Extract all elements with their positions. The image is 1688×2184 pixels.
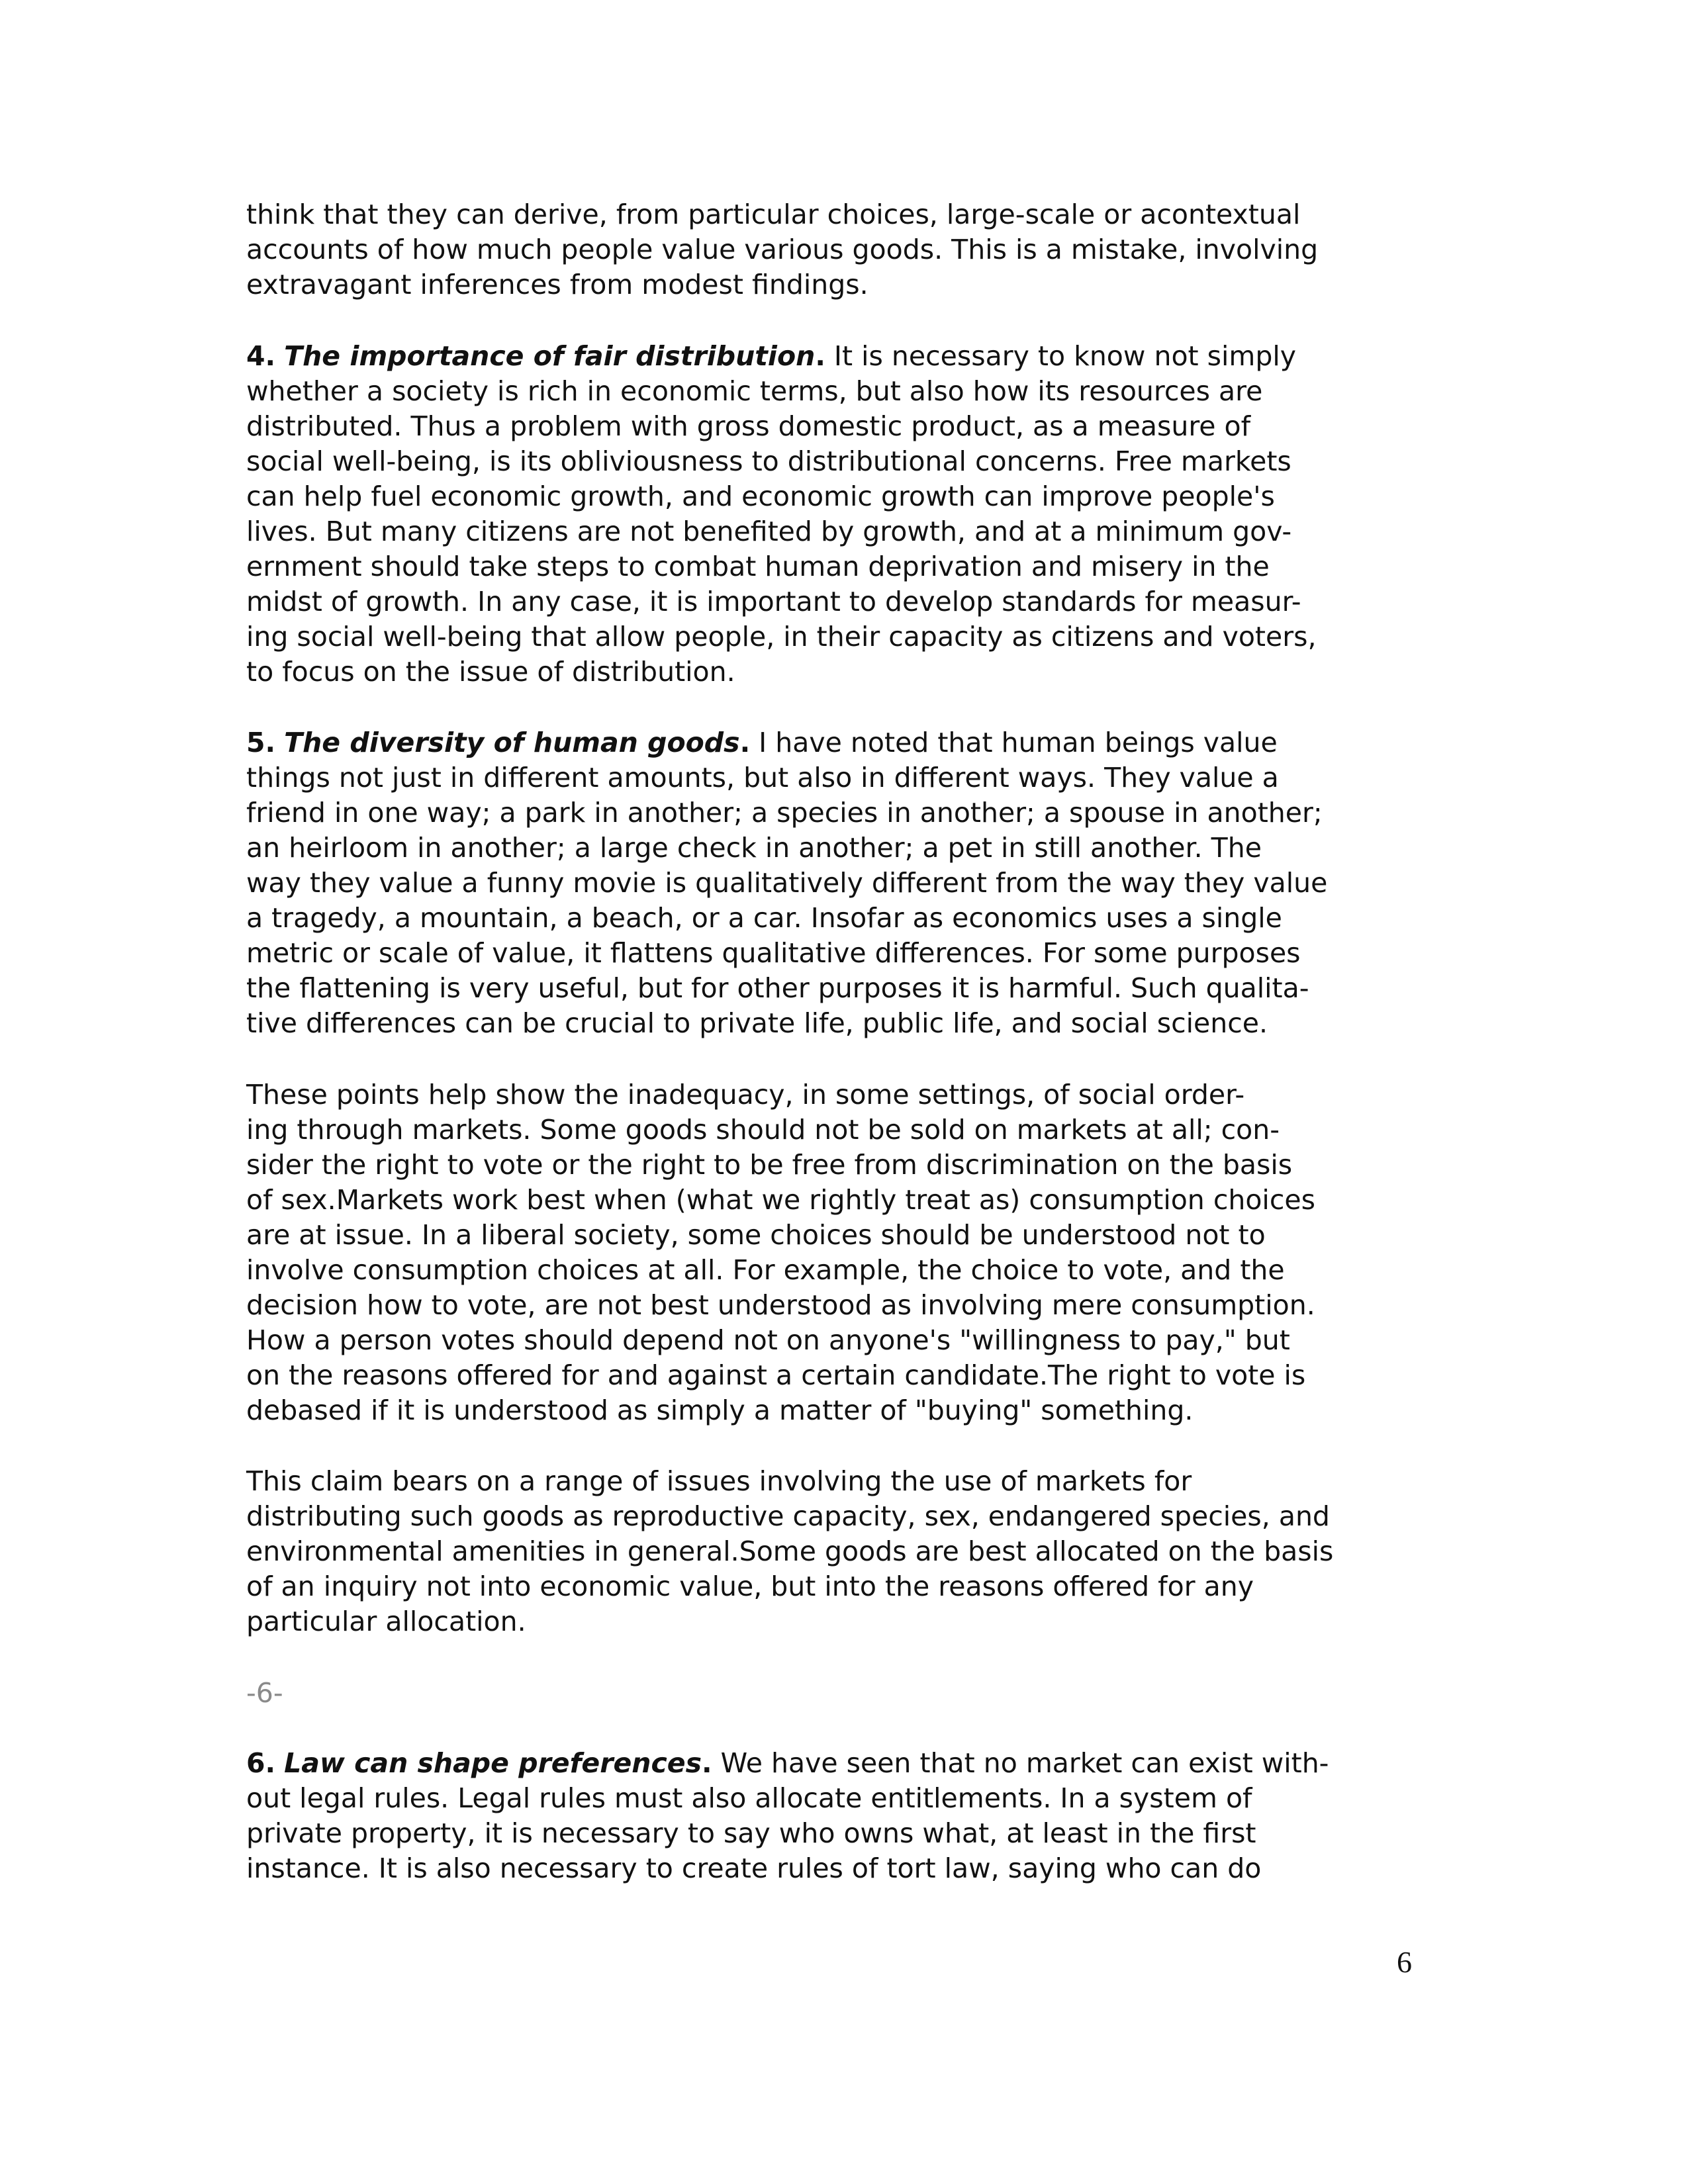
text-line: extravagant inferences from modest findings. xyxy=(246,269,868,300)
paragraph-fair-distribution xyxy=(246,339,1425,690)
text-line: a tragedy, a mountain, a beach, or a car. Insofar as economics uses a single xyxy=(246,902,1282,934)
text-line: friend in one way; a park in another; a species in another; a spouse in another; xyxy=(246,797,1323,829)
paragraph-heading-line xyxy=(246,1746,1425,1781)
section-marker: -6- xyxy=(246,1677,283,1709)
text-line: the flattening is very useful, but for other purposes it is harmful. Such qualita- xyxy=(246,972,1309,1004)
point-number: 6. xyxy=(246,1747,276,1779)
text-line: social well-being, is its obliviousness to distributional concerns. Free markets xyxy=(246,445,1291,477)
text-line: This claim bears on a range of issues involving the use of markets for xyxy=(246,1465,1192,1497)
text-line: sider the right to vote or the right to be free from discrimination on the basis xyxy=(246,1149,1293,1181)
text-line: involve consumption choices at all. For example, the choice to vote, and the xyxy=(246,1254,1285,1286)
text-line: accounts of how much people value various goods. This is a mistake, involving xyxy=(246,234,1319,265)
paragraph-claim-bears xyxy=(246,1464,1425,1639)
point-title: The importance of fair distribution xyxy=(284,340,816,372)
paragraph-heading-line xyxy=(246,725,1425,760)
page-number: 6 xyxy=(1397,1945,1412,1979)
text-line: ernment should take steps to combat human deprivation and misery in the xyxy=(246,551,1270,582)
text-line: things not just in different amounts, but also in different ways. They value a xyxy=(246,762,1279,794)
point-title: Law can shape preferences xyxy=(284,1747,702,1779)
text-line: distributed. Thus a problem with gross domestic product, as a measure of xyxy=(246,410,1251,442)
text-line: of an inquiry not into economic value, but into the reasons offered for any xyxy=(246,1570,1254,1602)
paragraph-market-inadequacy xyxy=(246,1077,1425,1428)
title-period: . xyxy=(739,727,751,758)
text-line: How a person votes should depend not on anyone's "willingness to pay," but xyxy=(246,1324,1290,1356)
text-line: These points help show the inadequacy, in some settings, of social order- xyxy=(246,1079,1245,1111)
point-number: 5. xyxy=(246,727,276,758)
text-line: to focus on the issue of distribution. xyxy=(246,656,735,688)
text-line: instance. It is also necessary to create rules of tort law, saying who can do xyxy=(246,1852,1262,1884)
text-run: I have noted that human beings value xyxy=(750,727,1278,758)
point-title: The diversity of human goods xyxy=(284,727,740,758)
text-line: out legal rules. Legal rules must also allocate entitlements. In a system of xyxy=(246,1782,1252,1814)
text-line: particular allocation. xyxy=(246,1606,526,1637)
text-line: of sex.Markets work best when (what we rightly treat as) consumption choices xyxy=(246,1184,1315,1216)
text-line: midst of growth. In any case, it is important to develop standards for measur- xyxy=(246,586,1301,617)
title-period: . xyxy=(701,1747,712,1779)
text-line: decision how to vote, are not best understood as involving mere consumption. xyxy=(246,1289,1315,1321)
point-number: 4. xyxy=(246,340,276,372)
text-line: metric or scale of value, it flattens qualitative differences. For some purposes xyxy=(246,937,1301,969)
paragraph-heading-line xyxy=(246,339,1425,374)
text-line: lives. But many citizens are not benefited by growth, and at a minimum gov- xyxy=(246,516,1292,547)
text-line: ing through markets. Some goods should not be sold on markets at all; con- xyxy=(246,1114,1280,1146)
text-run: It is necessary to know not simply xyxy=(825,340,1297,372)
text-line: can help fuel economic growth, and economic growth can improve people's xyxy=(246,480,1275,512)
text-line: are at issue. In a liberal society, some choices should be understood not to xyxy=(246,1219,1266,1251)
text-line: debased if it is understood as simply a matter of "buying" something. xyxy=(246,1394,1194,1426)
text-line: environmental amenities in general.Some goods are best allocated on the basis xyxy=(246,1535,1334,1567)
text-line: private property, it is necessary to say who owns what, at least in the first xyxy=(246,1817,1256,1849)
text-line: on the reasons offered for and against a certain candidate.The right to vote is xyxy=(246,1359,1306,1391)
text-line: distributing such goods as reproductive capacity, sex, endangered species, and xyxy=(246,1500,1330,1532)
text-run: We have seen that no market can exist with- xyxy=(712,1747,1329,1779)
text-line: tive differences can be crucial to private life, public life, and social science. xyxy=(246,1007,1268,1039)
text-line: way they value a funny movie is qualitatively different from the way they value xyxy=(246,867,1328,899)
text-line: ing social well-being that allow people, in their capacity as citizens and voters, xyxy=(246,621,1317,653)
paragraph-law-preferences xyxy=(246,1746,1425,1886)
paragraph-diversity-goods xyxy=(246,725,1425,1041)
text-line: think that they can derive, from particular choices, large-scale or acontextual xyxy=(246,199,1301,230)
title-period: . xyxy=(815,340,825,372)
text-line: whether a society is rich in economic terms, but also how its resources are xyxy=(246,375,1263,407)
paragraph-continuation xyxy=(246,197,1425,302)
text-line: an heirloom in another; a large check in another; a pet in still another. The xyxy=(246,832,1262,864)
